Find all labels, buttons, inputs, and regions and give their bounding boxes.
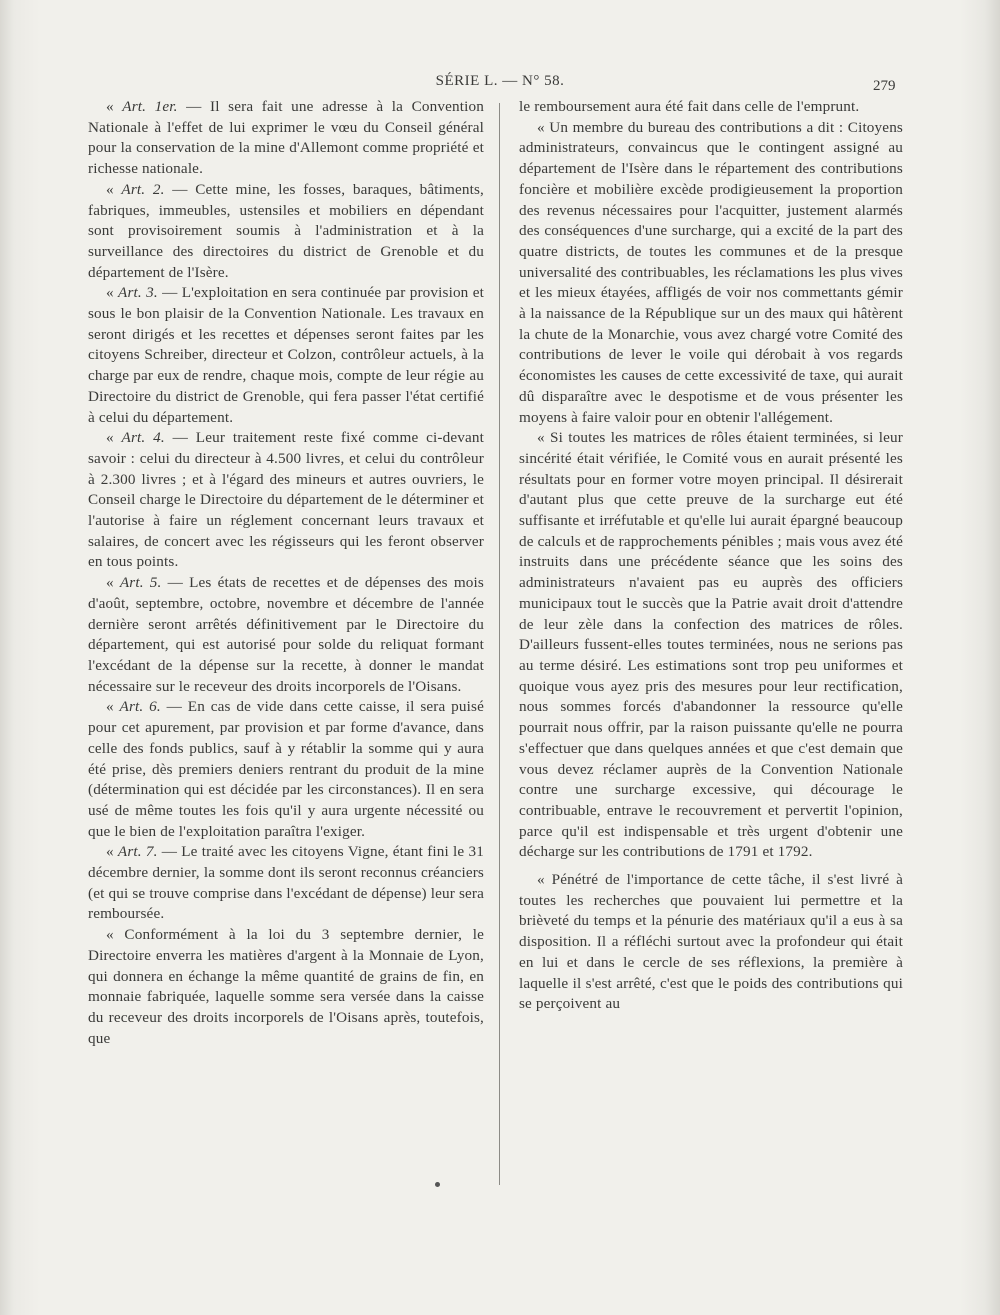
paragraph-penetre: « Pénétré de l'importance de cette tâche, il s'est livré à toutes les recherches que pouvaient lui permettre et la brièveté du temps et la pénurie des matériaux qu'il a eus à sa disposition. Il a réfléchi surtout avec la profondeur qui était en lui et dans le cercle de ses réflexions, la première à laquelle il s'est arrêté, c'est que le poids des contributions qui se perçoivent au — [519, 871, 903, 1013]
page-number: 279 — [873, 78, 896, 94]
paragraph-art-5: « Art. 5. — Les états de recettes et de dépenses des mois d'août, septembre, octobre, novembre et décembre de l'année dernière seront arrêtés définitivement par le Directoire du département, qui est autorisé pour solde du reliquat formant l'excédant de la dépense sur la recette, à donner le mandat nécessaire sur le receveur des droits incorporels de l'Oisans. — [88, 574, 484, 695]
paragraph-contributions: « Un membre du bureau des contributions a dit : Citoyens administrateurs, convaincus que le contingent assigné au département de l'Isère dans le répartement des contributions foncière et mobilière excède prodigieusement la proportion des revenus nécessaires pour l'acquitter, justement alarmés des conséquences d'une surcharge, qui a excité de la part des quatre districts, de toutes les communes et de la presque universalité des contribuables, les réclamations les plus vives et les mieux étayées, affligés de voir nos commettants gémir à la naissance de la République sur un des maux qui hâtèrent la chute de la Monarchie, vous avez chargé votre Comité des contributions de lever le voile qui dérobait à vos regards économistes les causes de cette excessivité de taxe, qui aurait dû disparaître avec le despotisme et de vous présenter les moyens à faire valoir pour en obtenir l'allégement. — [519, 118, 903, 426]
article-label: Art. 4. — [121, 429, 165, 447]
ink-speck — [435, 1182, 440, 1187]
paragraph-matrices: « Si toutes les matrices de rôles étaient terminées, si leur sincérité était vérifiée, le Comité vous en aurait présenté les résultats pour en former votre moyen principal. Il désirerait d'autant plus que cette preuve de la surcharge eut été suffisante et irréfutable et qu'elle lui aurait épargné beaucoup de calculs et de rapprochements pénibles ; mais vous avez été instruits dans une précédente séance que les soins des administrateurs n'avaient pas eu auprès des officiers municipaux tout le succès que la Patrie avait droit d'attendre de leur zèle dans la confection des matrices de rôles. D'ailleurs fussent-elles toutes terminées, nous ne serions pas au terme désiré. Les estimations sont trop peu uniformes et quoique vous ayez pris des mesures pour leur rectification, nous sommes forcés d'abandonner la ressource qu'elle pourrait nous offrir, par la raison puissante qu'elle ne pourra s'effectuer que dans quelques années et que c'est demain que vous devez réclamer auprès de la Convention Nationale contre une surcharge excessive, qui décourage le contribuable, entrave le recouvrement et pervertit l'opinion, parce qu'il est indispensable et très urgent d'obtenir une décharge sur les contributions de 1791 et 1792. — [519, 429, 903, 861]
article-label: Art. 2. — [121, 180, 165, 198]
article-label: Art. 7. — [117, 843, 158, 861]
running-head: SÉRIE L. — N° 58. — [435, 73, 565, 89]
left-column — [88, 97, 484, 1049]
article-label: Art. 3. — [118, 284, 158, 302]
paragraph-art-4: « Art. 4. — Leur traitement reste fixé comme ci-devant savoir : celui du directeur à 4.500 livres, et celui du contrôleur à 2.300 livres ; et à l'égard des mineurs et autres ouvriers, le Conseil charge le Directoire du département de le déterminer et l'autorise à faire un réglement concernant leurs travaux et salaires, de concert avec les régisseurs qui les feront observer en tous points. — [88, 429, 484, 571]
paragraph-art-3: « Art. 3. — L'exploitation en sera continuée par provision et sous le bon plaisir de la Convention Nationale. Les travaux en seront dirigés et les recettes et dépenses seront faites par les citoyens Schreiber, directeur et Colzon, contrôleur actuels, à la charge par eux de rendre, chaque mois, compte de leur régie au Directoire du district de Grenoble, qui fera passer l'état certifié à celui du département. — [88, 284, 484, 426]
paragraph-continuation: le remboursement aura été fait dans celle de l'emprunt. — [519, 98, 860, 115]
paragraph-conformement: « Conformément à la loi du 3 septembre dernier, le Directoire enverra les matières d'argent à la Monnaie de Lyon, qui donnera en échange la même quantité de grains de fin, en monnaie fabriquée, laquelle somme sera versée dans la caisse du receveur des droits incorporels de l'Oisans après, toutefois, que — [88, 926, 484, 1047]
article-label: Art. 5. — [119, 574, 162, 592]
article-label: Art. 6. — [119, 698, 161, 716]
paragraph-art-6: « Art. 6. — En cas de vide dans cette caisse, il sera puisé pour cet apurement, par provision et par forme d'avance, dans celle des fonds publics, sauf à y rétablir la somme qui y aura été prise, dès premiers deniers rentrant du produit de la mine (détermination qui est décidée par les circonstances). Il en sera usé de même toutes les fois qu'il y aura urgente nécessité ou que le bien de l'exploitation paraîtra l'exiger. — [88, 698, 484, 840]
article-label: Art. 1er. — [122, 98, 178, 115]
paragraph-art-1: « Art. 1er. — Il sera fait une adresse à la Convention Nationale à l'effet de lui exprimer le vœu du Conseil général pour la conservation de la mine d'Allemont comme propriété et richesse nationale. — [88, 98, 484, 178]
paragraph-art-7: « Art. 7. — Le traité avec les citoyens Vigne, étant fini le 31 décembre dernier, la somme dont ils seront reconnus créanciers (et qui se trouve comprise dans l'excédant de dépense) leur sera remboursée. — [88, 843, 484, 923]
paragraph-art-2: « Art. 2. — Cette mine, les fosses, baraques, bâtiments, fabriques, immeubles, ustensiles et mobiliers en dépendant sont provisoirement soumis à l'administration et à la surveillance des directoires du district de Grenoble et du département de l'Isère. — [88, 180, 484, 281]
right-column — [519, 97, 903, 1015]
column-divider — [499, 103, 500, 1185]
